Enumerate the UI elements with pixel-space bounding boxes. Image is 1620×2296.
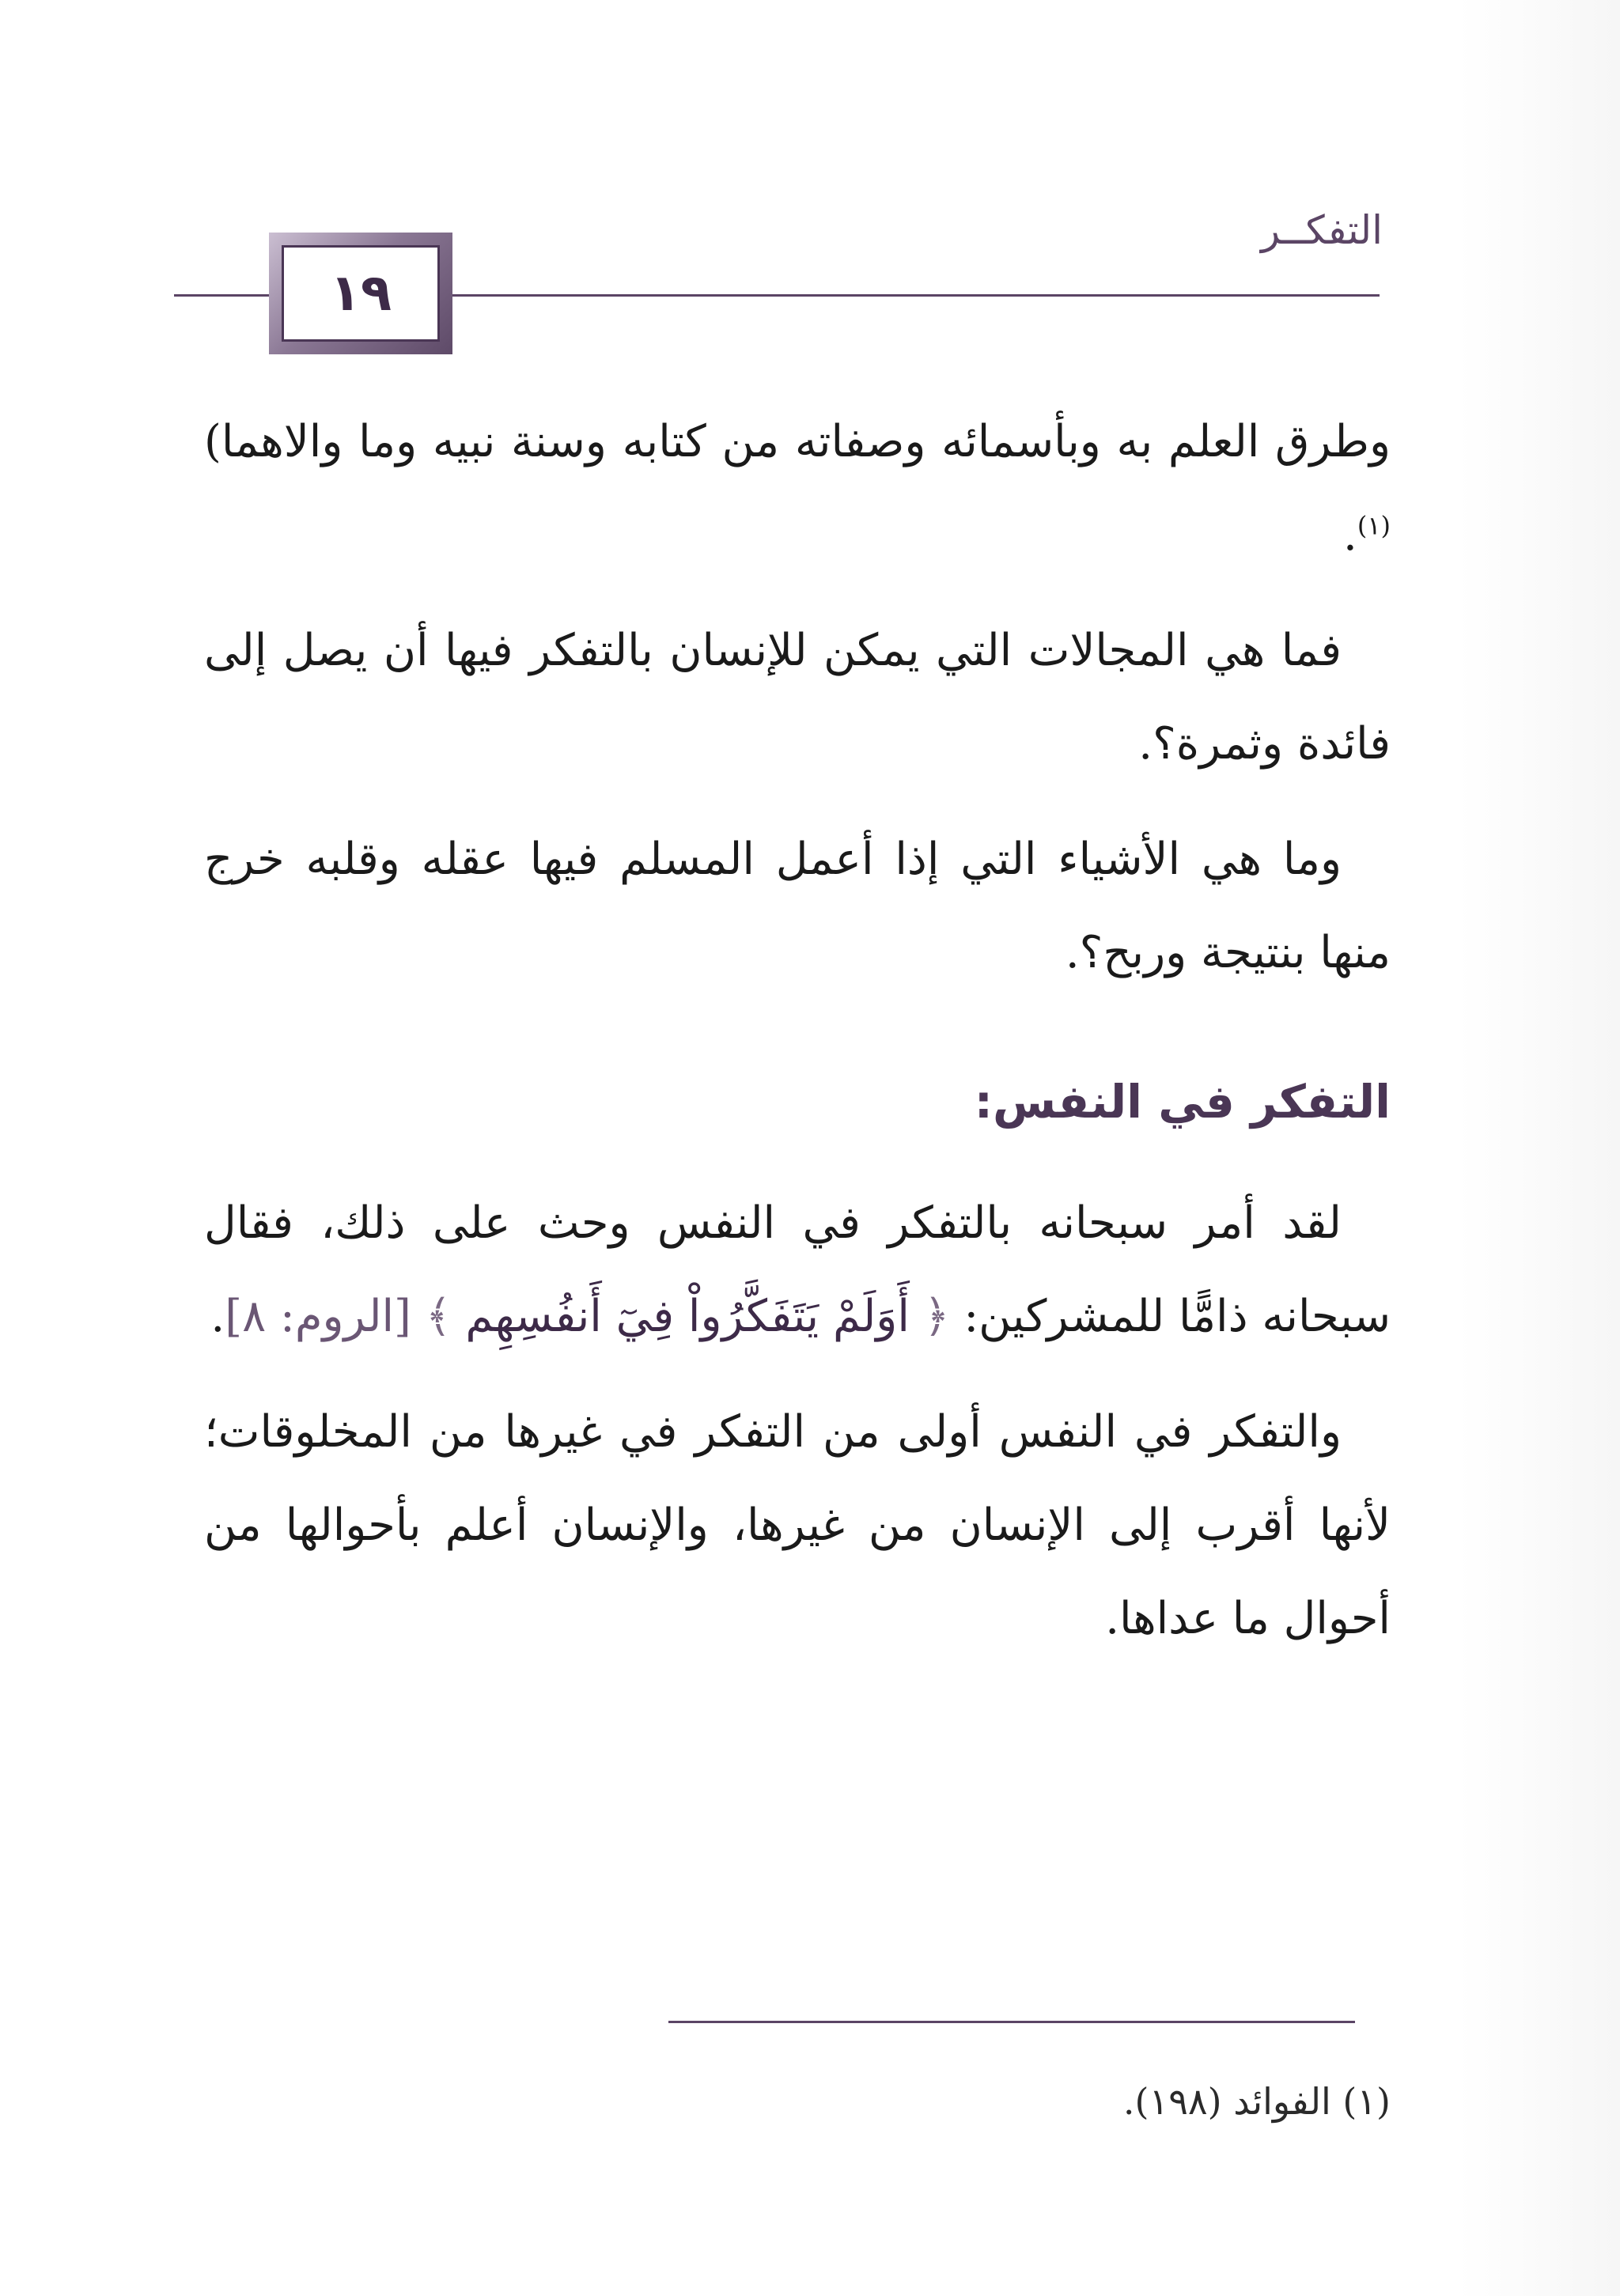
paragraph-4 xyxy=(204,1177,1391,1364)
paragraph-1 xyxy=(204,395,1391,582)
page-number-frame xyxy=(282,245,440,342)
paragraph-4-end: . xyxy=(210,1291,225,1342)
paragraph-1-end: . xyxy=(1343,509,1357,561)
footnote: (١) الفوائد (١٩٨). xyxy=(1122,2080,1391,2123)
verse-reference: [الروم: ٨] xyxy=(225,1291,411,1342)
main-text xyxy=(204,395,1391,1688)
quran-close-ornament: ﴾ xyxy=(425,1291,452,1342)
page-number-badge xyxy=(269,233,452,354)
quran-verse: أَوَلَمْ يَتَفَكَّرُواْ فِيٓ أَنفُسِهِم xyxy=(465,1291,910,1342)
page-number: ١٩ xyxy=(329,264,392,323)
section-heading: التفكر في النفس: xyxy=(974,1075,1391,1129)
footnote-rule xyxy=(668,2021,1355,2023)
footnote-reference[interactable]: (١) xyxy=(1357,510,1391,541)
paragraph-3: وما هي الأشياء التي إذا أعمل المسلم فيها عقله وقلبه خرج منها بنتيجة وربح؟. xyxy=(204,834,1391,978)
quran-open-ornament: ﴿ xyxy=(923,1291,950,1342)
paragraph-1-text: وطرق العلم به وبأسمائه وصفاته من كتابه وسنة نبيه وما والاهما) xyxy=(204,416,1391,467)
paragraph-2: فما هي المجالات التي يمكن للإنسان بالتفكر فيها أن يصل إلى فائدة وثمرة؟. xyxy=(204,625,1391,770)
paragraph-5: والتفكر في النفس أولى من التفكر في غيرها من المخلوقات؛ لأنها أقرب إلى الإنسان من غيرها، والإنسان أعلم بأحوالها من أحوال ما عداها. xyxy=(204,1406,1391,1644)
paragraph-4-text: لقد أمر سبحانه بالتفكر في النفس وحث على ذلك، فقال سبحانه ذامًّا للمشركين: xyxy=(204,1197,1391,1342)
running-title: التفكــر xyxy=(1260,207,1383,253)
